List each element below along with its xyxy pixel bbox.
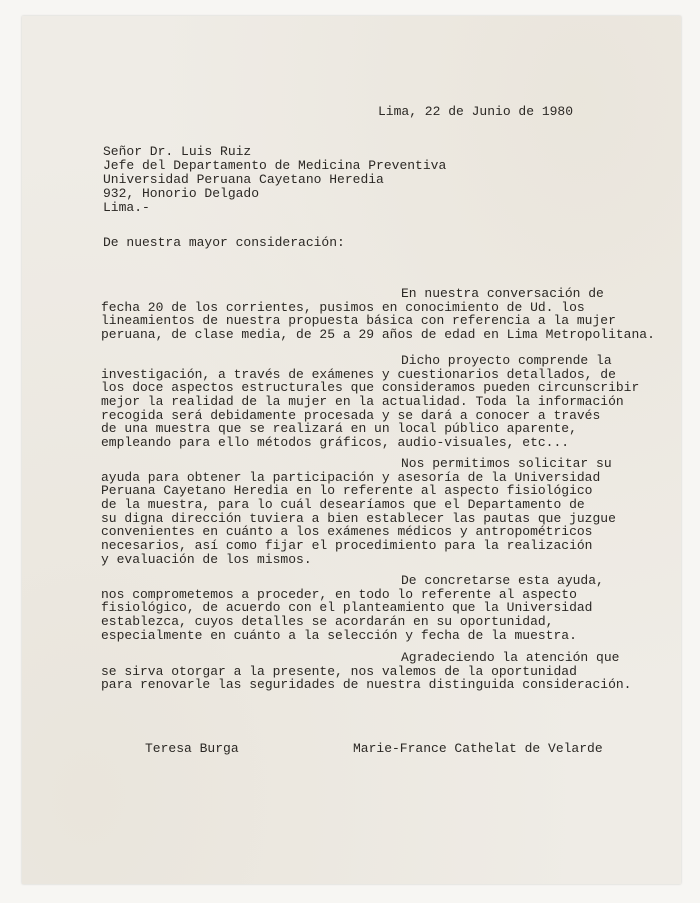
paragraph-line: investigación, a través de exámenes y cuestionarios detallados, de	[101, 366, 616, 382]
signature-left: Teresa Burga	[145, 741, 239, 756]
paragraph-line: Nos permitimos solicitar su	[401, 456, 612, 471]
recipient-position: Jefe del Departamento de Medicina Preventiva	[103, 158, 447, 173]
salutation: De nuestra mayor consideración:	[103, 235, 345, 250]
paragraph-line: Peruana Cayetano Heredia en lo referente al aspecto fisiológico	[101, 483, 593, 499]
letter-page	[22, 16, 681, 884]
paragraph-3	[101, 457, 616, 567]
paragraph-line: recogida será debidamente procesada y se dará a conocer a través	[101, 407, 601, 423]
paragraph-line: Dicho proyecto comprende la	[401, 353, 612, 368]
paragraph-line: fecha 20 de los corrientes, pusimos en conocimiento de Ud. los	[101, 299, 585, 315]
paragraph-line: establezca, cuyos detalles se acordarán en su oportunidad,	[101, 614, 554, 630]
paragraph-line: ayuda para obtener la participación y asesoría de la Universidad	[101, 469, 601, 485]
paragraph-line: para renovarle las seguridades de nuestra distinguida consideración.	[101, 677, 632, 693]
paragraph-line: necesarios, así como fijar el procedimiento para la realización	[101, 538, 593, 554]
paragraph-1	[101, 287, 655, 342]
paragraph-line: de la muestra, para lo cuál desearíamos que el Departamento de	[101, 497, 585, 513]
paragraph-line: su digna dirección tuviera a bien establecer las pautas que juzgue	[101, 510, 616, 526]
paragraph-line: peruana, de clase media, de 25 a 29 años de edad en Lima Metropolitana.	[101, 327, 655, 343]
paragraph-line: se sirva otorgar a la presente, nos valemos de la oportunidad	[101, 663, 577, 679]
paragraph-2	[101, 354, 639, 450]
paragraph-4	[101, 574, 604, 642]
paragraph-line: de una muestra que se realizará en un local público aparente,	[101, 421, 577, 437]
paragraph-line: empleando para ello métodos gráficos, audio-visuales, etc...	[101, 435, 570, 451]
signature-right: Marie-France Cathelat de Velarde	[353, 741, 603, 756]
recipient-street: 932, Honorio Delgado	[103, 186, 260, 201]
paragraph-line: fisiológico, de acuerdo con el planteamiento que la Universidad	[101, 600, 593, 616]
paragraph-line: convenientes en cuánto a los exámenes médicos y antropométricos	[101, 524, 593, 540]
paragraph-5	[101, 651, 632, 692]
paragraph-line: especialmente en cuánto a la selección y fecha de la muestra.	[101, 627, 577, 643]
recipient-name: Señor Dr. Luis Ruiz	[103, 144, 252, 159]
paragraph-line: y evaluación de los mismos.	[101, 551, 312, 567]
paragraph-line: En nuestra conversación de	[401, 286, 604, 301]
recipient-city: Lima.-	[103, 200, 150, 215]
paragraph-line: los doce aspectos estructurales que consideramos pueden circunscribir	[101, 380, 640, 396]
paragraph-line: Agradeciendo la atención que	[401, 650, 620, 665]
paragraph-line: mejor la realidad de la mujer en la actualidad. Toda la información	[101, 394, 624, 410]
letter-date: Lima, 22 de Junio de 1980	[378, 104, 574, 119]
paragraph-line: De concretarse esta ayuda,	[401, 573, 604, 588]
recipient-institution: Universidad Peruana Cayetano Heredia	[103, 172, 384, 187]
paragraph-line: lineamientos de nuestra propuesta básica con referencia a la mujer	[101, 313, 616, 329]
paragraph-line: nos comprometemos a proceder, en todo lo referente al aspecto	[101, 586, 577, 602]
